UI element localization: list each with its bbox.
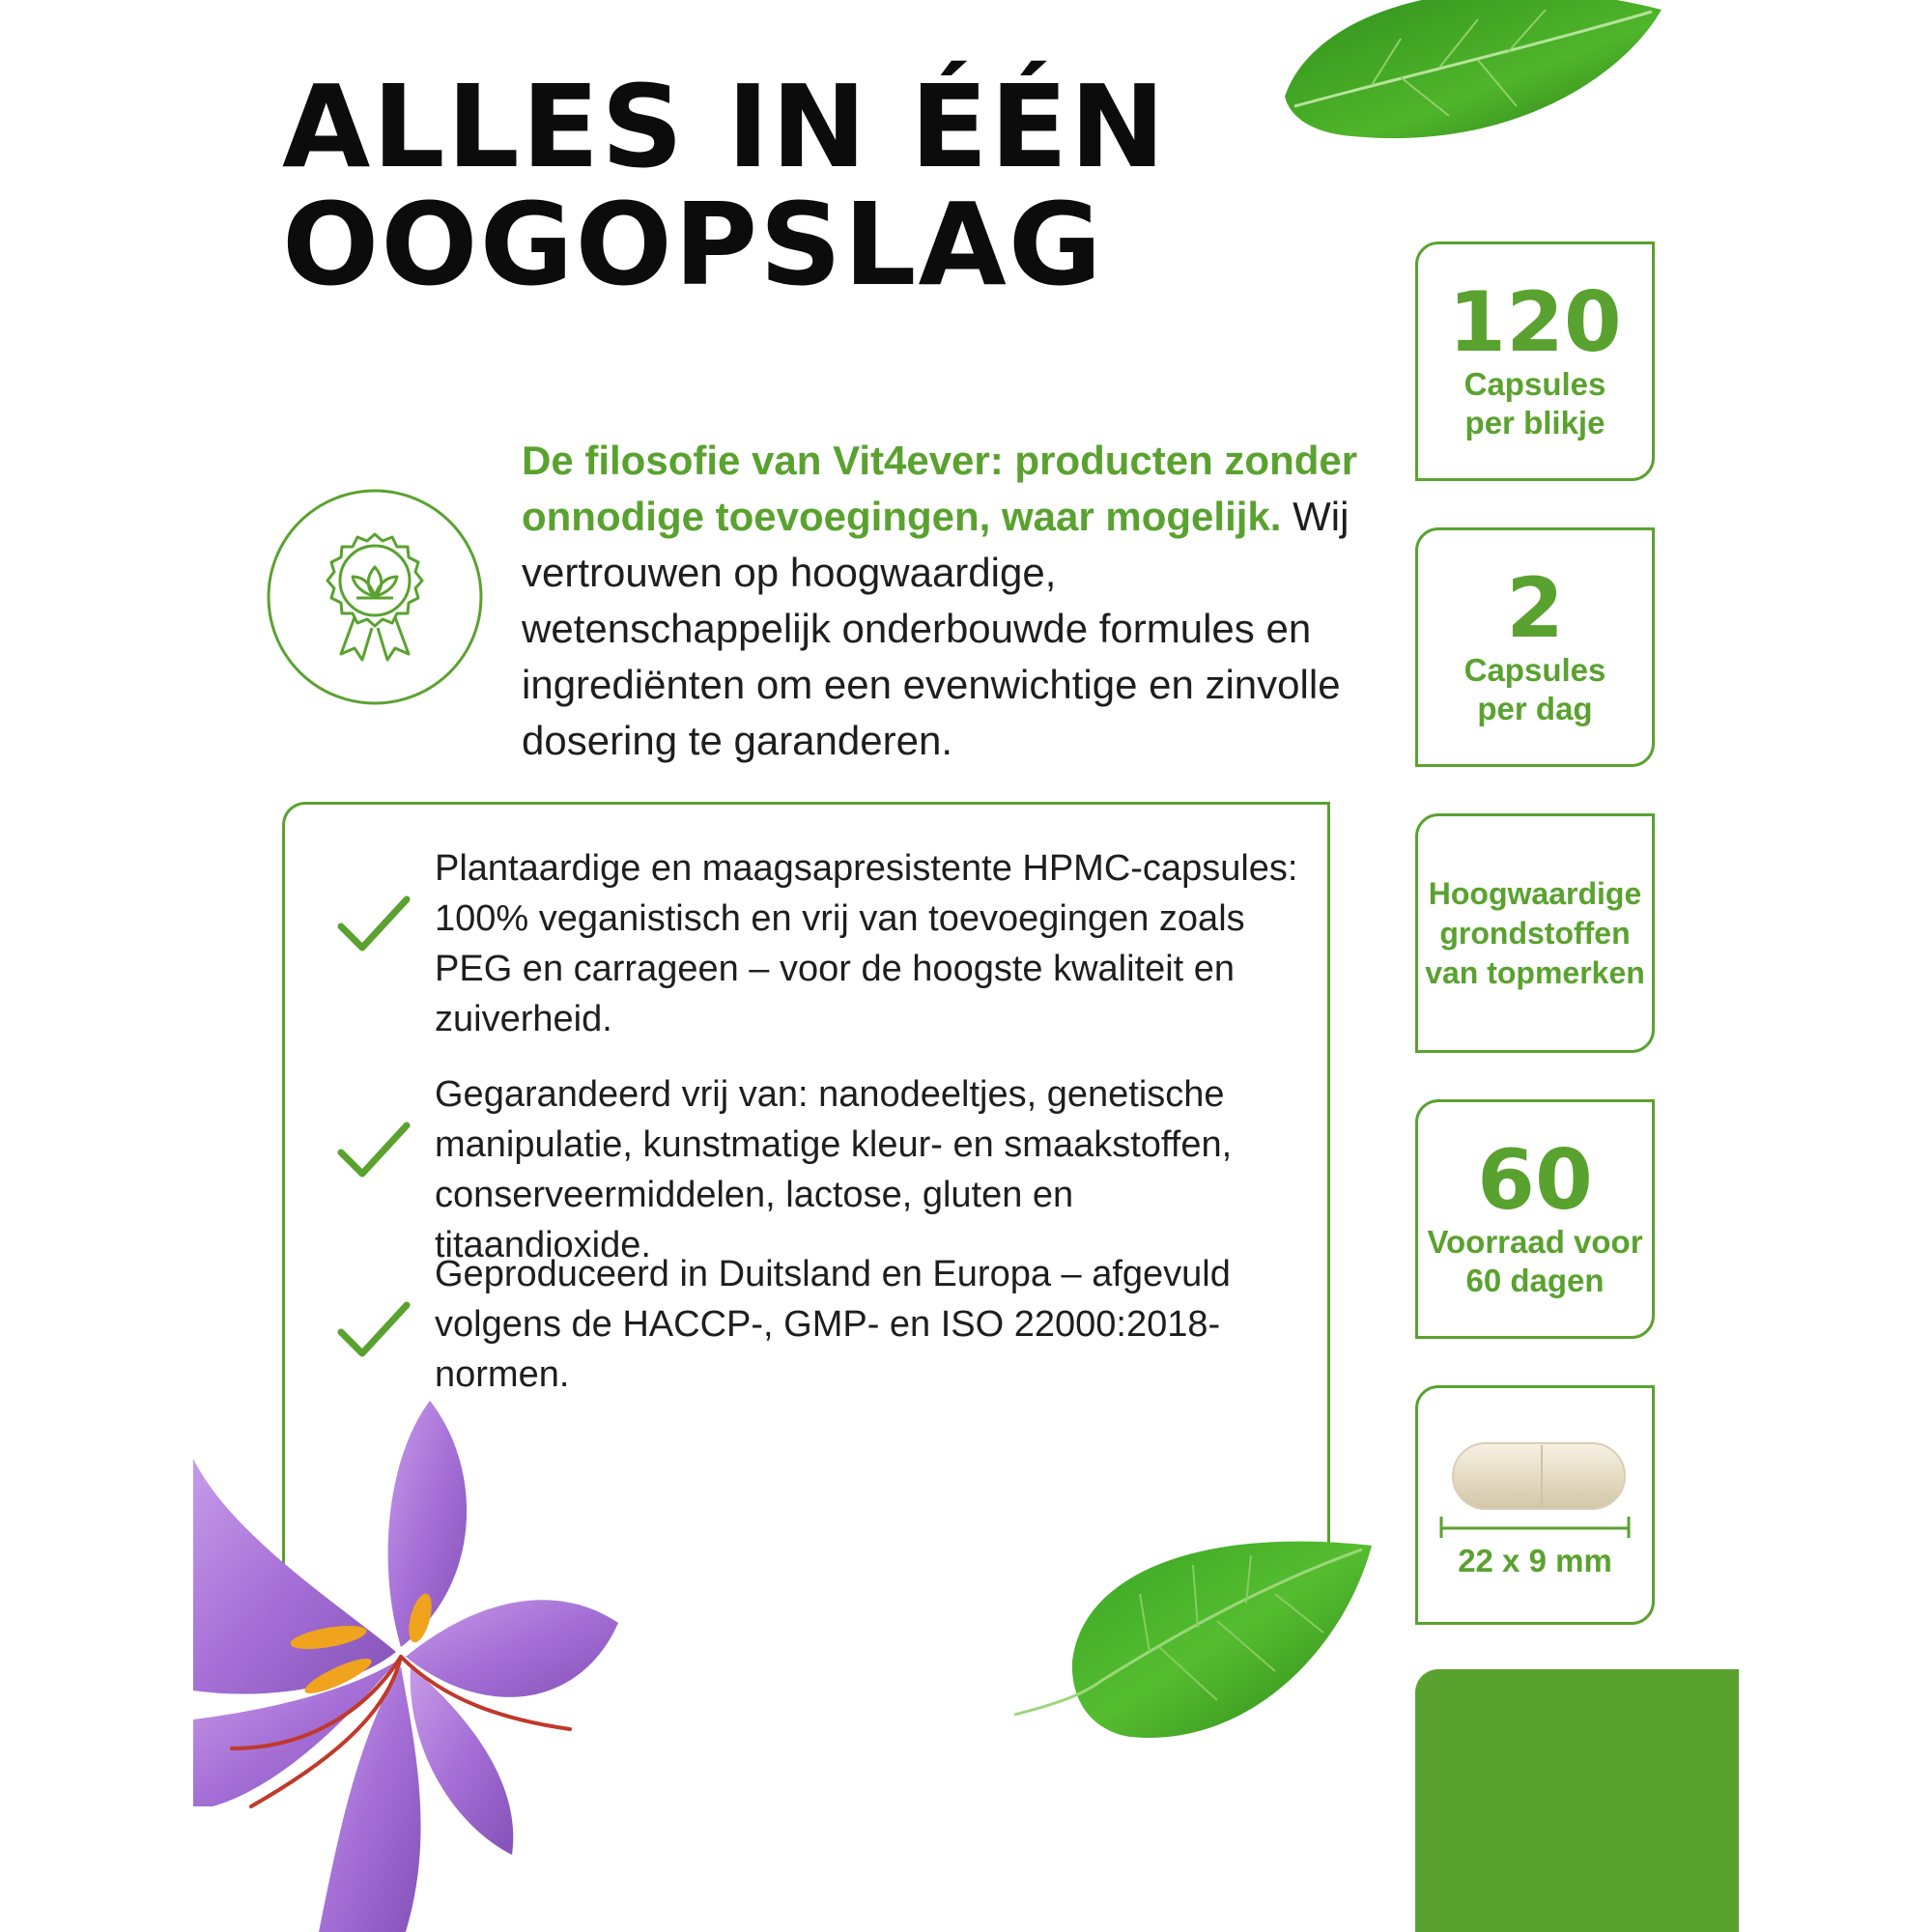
philosophy-highlight: De filosofie van Vit4ever: producten zonder onnodige toevoegingen, waar mogelijk. — [522, 438, 1358, 539]
headline — [282, 60, 1168, 311]
card-label: Hoogwaardige — [1428, 875, 1642, 911]
philosophy-body: Wij vertrouwen op hoogwaardige, wetenschappelijk onderbouwde formules en ingrediënten om een evenwichtige en zinvolle dosering te garanderen. — [522, 494, 1350, 763]
checkmark-icon — [335, 1120, 412, 1181]
philosophy-text — [522, 433, 1372, 769]
card-label: 60 dagen — [1465, 1263, 1605, 1298]
card-label: grondstoffen — [1439, 915, 1631, 951]
card-label: per blikje — [1464, 405, 1605, 440]
green-accent-block — [1415, 1669, 1739, 1932]
feature-text: Plantaardige en maagsapresistente HPMC-capsules: 100% veganistisch en vrij van toevoegingen zoals PEG en carrageen – voor de hoogste kwaliteit en zuiverheid. — [435, 848, 1298, 1039]
supply-days-card — [1415, 1099, 1655, 1339]
card-label: van topmerken — [1425, 954, 1645, 990]
saffron-flower-image — [193, 1401, 618, 1932]
card-value: 60 — [1477, 1132, 1593, 1229]
raw-materials-card — [1415, 813, 1655, 1053]
headline-line-2: OOGOPSLAG — [282, 178, 1104, 311]
leaf-image-bottom — [1014, 1517, 1372, 1748]
card-label: Capsules — [1463, 366, 1606, 402]
headline-line-1: ALLES IN ÉÉN — [282, 60, 1168, 193]
capsule-icon — [1434, 1435, 1636, 1542]
card-label: Voorraad voor — [1427, 1224, 1643, 1260]
card-label: Capsules — [1463, 652, 1606, 688]
capsule-size-card — [1415, 1385, 1655, 1625]
checkmark-icon — [335, 894, 412, 955]
capsules-per-day-card — [1415, 527, 1655, 767]
feature-text: Gegarandeerd vrij van: nanodeeltjes, genetische manipulatie, kunstmatige kleur- en smaakstoffen, conserveermiddelen, lactose, gluten en titaandioxide. — [435, 1074, 1233, 1265]
card-value: 120 — [1448, 274, 1622, 371]
leaf-image-top — [1256, 0, 1690, 155]
feature-text: Geproduceerd in Duitsland en Europa – afgevuld volgens de HACCP-, GMP- en ISO 22000:2018-normen. — [435, 1254, 1231, 1395]
capsules-per-can-card — [1415, 242, 1655, 481]
checkmark-icon — [335, 1299, 412, 1361]
capsule-size-label: 22 x 9 mm — [1458, 1543, 1612, 1578]
card-label: per dag — [1477, 691, 1593, 726]
quality-seal-icon — [266, 488, 484, 706]
card-value: 2 — [1506, 560, 1564, 657]
